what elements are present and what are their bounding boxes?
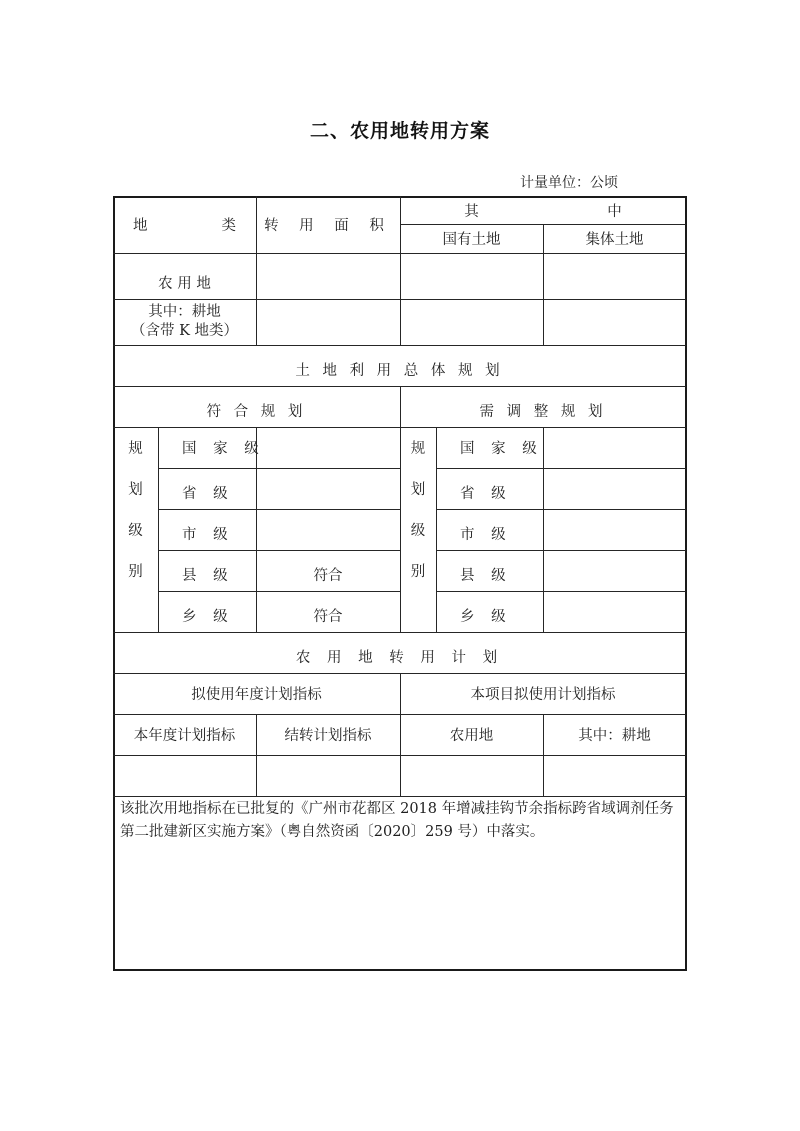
conforming-county-value[interactable]: 符合 xyxy=(313,568,343,584)
column-current-year-quota: 本年度计划指标 xyxy=(133,728,236,744)
adjustment-level-provincial: 省 级 xyxy=(460,486,512,502)
adjustment-plan-header: 需 调 整 规 划 xyxy=(479,404,607,420)
column-agricultural-land: 农用地 xyxy=(449,728,494,744)
adjustment-provincial-value[interactable] xyxy=(543,468,686,509)
carryover-quota-value[interactable] xyxy=(256,755,400,796)
agricultural-land-value[interactable] xyxy=(400,755,543,796)
adjustment-national-value[interactable] xyxy=(543,427,686,468)
column-cultivated-land: 其中：耕地 xyxy=(578,728,651,744)
adjustment-side-label: 划 xyxy=(410,482,426,498)
cultivated-land-value[interactable] xyxy=(543,755,686,796)
cultivated-area-cell[interactable] xyxy=(256,299,400,345)
adjustment-city-value[interactable] xyxy=(543,509,686,550)
header-of-which-char: 其 xyxy=(464,203,479,220)
header-of-which-char: 中 xyxy=(607,203,622,220)
header-land-type xyxy=(113,196,256,253)
adjustment-level-county: 县 级 xyxy=(460,568,512,584)
cultivated-label-line2: （含带 K 地类） xyxy=(130,323,239,339)
adjustment-level-city: 市 级 xyxy=(460,527,512,543)
divider xyxy=(113,796,686,797)
conversion-plan-title: 农 用 地 转 用 计 划 xyxy=(295,650,504,666)
adjustment-level-township: 乡 级 xyxy=(460,609,512,625)
adjustment-side-label: 别 xyxy=(410,564,426,580)
header-conversion-area: 转 用 面 积 xyxy=(264,218,392,234)
header-collective: 集体土地 xyxy=(585,232,644,248)
conforming-level-county: 县 级 xyxy=(182,568,234,584)
conforming-side-label: 规 xyxy=(128,441,143,457)
conforming-level-city: 市 级 xyxy=(182,527,234,543)
conforming-side-label: 级 xyxy=(128,523,143,539)
cultivated-collective-cell[interactable] xyxy=(543,299,686,345)
cultivated-state-owned-cell[interactable] xyxy=(400,299,543,345)
conforming-side-label: 别 xyxy=(128,564,143,580)
conforming-national-value[interactable] xyxy=(256,427,400,468)
adjustment-level-national: 国 家 级 xyxy=(460,441,543,457)
row-agricultural-land-label: 农 用 地 xyxy=(158,276,211,292)
conforming-level-township: 乡 级 xyxy=(182,609,234,625)
column-carryover-quota: 结转计划指标 xyxy=(284,728,372,744)
conforming-provincial-value[interactable] xyxy=(256,468,400,509)
document-title: 二、农用地转用方案 xyxy=(309,120,490,142)
header-state-owned: 国有土地 xyxy=(442,232,501,248)
conforming-level-national: 国 家 级 xyxy=(182,441,265,457)
unit-label: 计量单位：公顷 xyxy=(520,175,618,191)
conforming-city-value[interactable] xyxy=(256,509,400,550)
header-land-type-char: 类 xyxy=(221,218,236,234)
quota-source-note: 该批次用地指标在已批复的《广州市花都区 2018 年增减挂钩节余指标跨省域调剂任务第二批建新区实施方案》（粤自然资函〔2020〕259 号）中落实。 xyxy=(120,801,674,840)
project-quota-header: 本项目拟使用计划指标 xyxy=(470,687,616,703)
agricultural-area-cell[interactable] xyxy=(256,253,400,299)
adjustment-township-value[interactable] xyxy=(543,591,686,632)
cultivated-label-line1: 其中：耕地 xyxy=(148,304,221,320)
agricultural-state-owned-cell[interactable] xyxy=(400,253,543,299)
row-cultivated-land-label xyxy=(113,299,256,345)
adjustment-county-value[interactable] xyxy=(543,550,686,591)
conforming-level-provincial: 省 级 xyxy=(182,486,234,502)
adjustment-side-label: 级 xyxy=(410,523,426,539)
current-year-quota-value[interactable] xyxy=(113,755,256,796)
agricultural-collective-cell[interactable] xyxy=(543,253,686,299)
conforming-township-value[interactable]: 符合 xyxy=(313,609,343,625)
header-of-which xyxy=(400,196,686,224)
conforming-plan-header: 符 合 规 划 xyxy=(206,404,307,420)
adjustment-side-label: 规 xyxy=(410,441,426,457)
planning-section-title: 土 地 利 用 总 体 规 划 xyxy=(295,363,504,379)
header-land-type-char: 地 xyxy=(133,218,148,234)
annual-quota-header: 拟使用年度计划指标 xyxy=(191,687,322,703)
conforming-side-label: 划 xyxy=(128,482,143,498)
